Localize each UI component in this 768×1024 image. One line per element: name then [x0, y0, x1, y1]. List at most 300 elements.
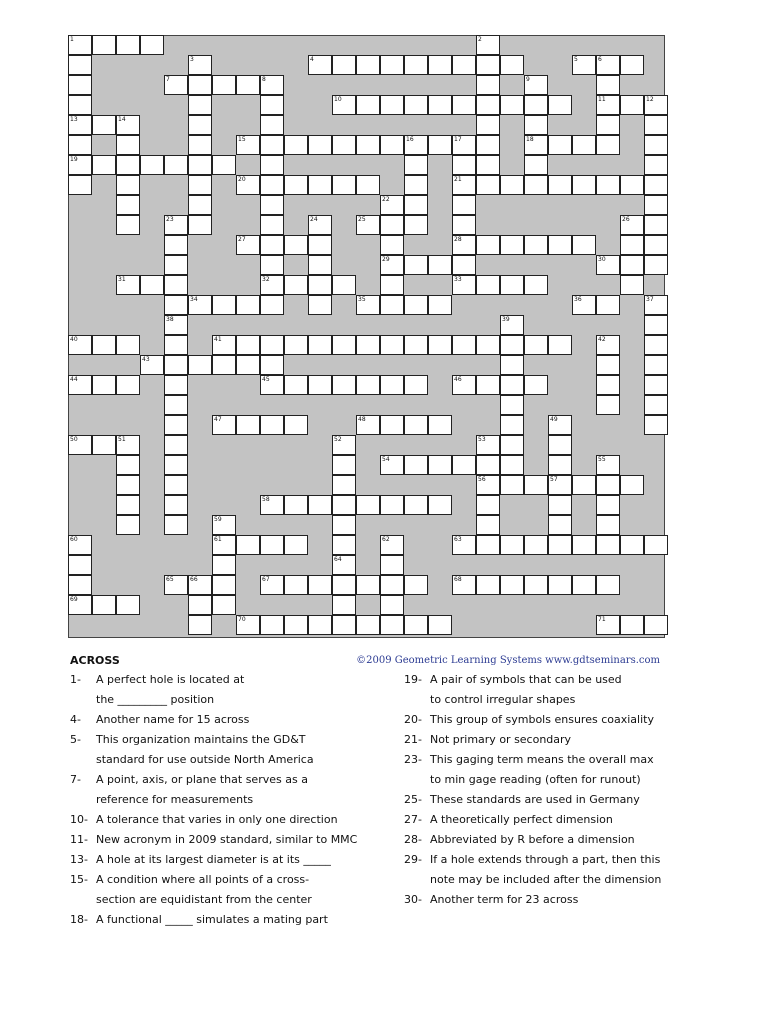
grid-cell[interactable]: [164, 235, 188, 255]
grid-cell[interactable]: [116, 155, 140, 175]
grid-cell[interactable]: [260, 175, 284, 195]
grid-cell[interactable]: [548, 495, 572, 515]
grid-cell[interactable]: [452, 155, 476, 175]
grid-cell[interactable]: [380, 215, 404, 235]
grid-cell[interactable]: [452, 535, 476, 555]
grid-cell[interactable]: [524, 115, 548, 135]
grid-cell[interactable]: [452, 255, 476, 275]
grid-cell[interactable]: [476, 515, 500, 535]
grid-cell[interactable]: [596, 495, 620, 515]
grid-cell[interactable]: [116, 495, 140, 515]
grid-cell[interactable]: [332, 495, 356, 515]
grid-cell[interactable]: [500, 435, 524, 455]
grid-cell[interactable]: [500, 335, 524, 355]
grid-cell[interactable]: [404, 255, 428, 275]
grid-cell[interactable]: [524, 375, 548, 395]
grid-cell[interactable]: [116, 435, 140, 455]
grid-cell[interactable]: [212, 535, 236, 555]
grid-cell[interactable]: [380, 375, 404, 395]
grid-cell[interactable]: [356, 415, 380, 435]
grid-cell[interactable]: [620, 95, 644, 115]
grid-cell[interactable]: [308, 235, 332, 255]
grid-cell[interactable]: [92, 115, 116, 135]
grid-cell[interactable]: [524, 235, 548, 255]
grid-cell[interactable]: [284, 375, 308, 395]
grid-cell[interactable]: [404, 175, 428, 195]
grid-cell[interactable]: [284, 175, 308, 195]
grid-cell[interactable]: [644, 155, 668, 175]
grid-cell[interactable]: [500, 475, 524, 495]
grid-cell[interactable]: [548, 95, 572, 115]
grid-cell[interactable]: [68, 595, 92, 615]
grid-cell[interactable]: [596, 515, 620, 535]
grid-cell[interactable]: [644, 115, 668, 135]
grid-cell[interactable]: [212, 555, 236, 575]
grid-cell[interactable]: [596, 95, 620, 115]
grid-cell[interactable]: [452, 235, 476, 255]
grid-cell[interactable]: [68, 555, 92, 575]
grid-cell[interactable]: [476, 435, 500, 455]
grid-cell[interactable]: [332, 615, 356, 635]
grid-cell[interactable]: [476, 95, 500, 115]
grid-cell[interactable]: [524, 535, 548, 555]
grid-cell[interactable]: [164, 355, 188, 375]
grid-cell[interactable]: [332, 515, 356, 535]
grid-cell[interactable]: [644, 235, 668, 255]
grid-cell[interactable]: [548, 175, 572, 195]
grid-cell[interactable]: [428, 495, 452, 515]
grid-cell[interactable]: [284, 135, 308, 155]
grid-cell[interactable]: [164, 395, 188, 415]
grid-cell[interactable]: [428, 415, 452, 435]
grid-cell[interactable]: [644, 195, 668, 215]
grid-cell[interactable]: [620, 615, 644, 635]
grid-cell[interactable]: [164, 255, 188, 275]
grid-cell[interactable]: [212, 155, 236, 175]
grid-cell[interactable]: [380, 595, 404, 615]
grid-cell[interactable]: [644, 95, 668, 115]
grid-cell[interactable]: [260, 235, 284, 255]
grid-cell[interactable]: [596, 255, 620, 275]
grid-cell[interactable]: [188, 355, 212, 375]
grid-cell[interactable]: [236, 135, 260, 155]
grid-cell[interactable]: [620, 535, 644, 555]
grid-cell[interactable]: [620, 55, 644, 75]
grid-cell[interactable]: [524, 95, 548, 115]
grid-cell[interactable]: [356, 55, 380, 75]
grid-cell[interactable]: [284, 575, 308, 595]
grid-cell[interactable]: [116, 195, 140, 215]
grid-cell[interactable]: [404, 615, 428, 635]
grid-cell[interactable]: [404, 575, 428, 595]
grid-cell[interactable]: [308, 255, 332, 275]
grid-cell[interactable]: [380, 555, 404, 575]
grid-cell[interactable]: [284, 335, 308, 355]
grid-cell[interactable]: [260, 95, 284, 115]
grid-cell[interactable]: [380, 195, 404, 215]
grid-cell[interactable]: [188, 55, 212, 75]
grid-cell[interactable]: [476, 375, 500, 395]
grid-cell[interactable]: [404, 55, 428, 75]
grid-cell[interactable]: [260, 495, 284, 515]
grid-cell[interactable]: [140, 275, 164, 295]
grid-cell[interactable]: [476, 535, 500, 555]
grid-cell[interactable]: [644, 175, 668, 195]
grid-cell[interactable]: [644, 355, 668, 375]
grid-cell[interactable]: [500, 575, 524, 595]
grid-cell[interactable]: [476, 235, 500, 255]
grid-cell[interactable]: [260, 275, 284, 295]
grid-cell[interactable]: [500, 275, 524, 295]
grid-cell[interactable]: [524, 75, 548, 95]
grid-cell[interactable]: [476, 495, 500, 515]
grid-cell[interactable]: [476, 575, 500, 595]
grid-cell[interactable]: [260, 155, 284, 175]
grid-cell[interactable]: [116, 115, 140, 135]
grid-cell[interactable]: [500, 415, 524, 435]
grid-cell[interactable]: [212, 515, 236, 535]
grid-cell[interactable]: [236, 235, 260, 255]
grid-cell[interactable]: [404, 415, 428, 435]
grid-cell[interactable]: [188, 115, 212, 135]
grid-cell[interactable]: [428, 95, 452, 115]
grid-cell[interactable]: [308, 295, 332, 315]
grid-cell[interactable]: [188, 295, 212, 315]
grid-cell[interactable]: [356, 615, 380, 635]
grid-cell[interactable]: [116, 455, 140, 475]
grid-cell[interactable]: [308, 335, 332, 355]
grid-cell[interactable]: [164, 335, 188, 355]
grid-cell[interactable]: [332, 275, 356, 295]
grid-cell[interactable]: [524, 475, 548, 495]
grid-cell[interactable]: [68, 335, 92, 355]
grid-cell[interactable]: [524, 175, 548, 195]
grid-cell[interactable]: [476, 35, 500, 55]
grid-cell[interactable]: [260, 135, 284, 155]
grid-cell[interactable]: [68, 135, 92, 155]
grid-cell[interactable]: [500, 355, 524, 375]
grid-cell[interactable]: [68, 535, 92, 555]
grid-cell[interactable]: [188, 155, 212, 175]
grid-cell[interactable]: [428, 255, 452, 275]
grid-cell[interactable]: [284, 235, 308, 255]
grid-cell[interactable]: [68, 375, 92, 395]
grid-cell[interactable]: [380, 455, 404, 475]
grid-cell[interactable]: [236, 535, 260, 555]
grid-cell[interactable]: [212, 355, 236, 375]
grid-cell[interactable]: [476, 455, 500, 475]
grid-cell[interactable]: [428, 135, 452, 155]
grid-cell[interactable]: [260, 195, 284, 215]
grid-cell[interactable]: [644, 335, 668, 355]
grid-cell[interactable]: [188, 75, 212, 95]
grid-cell[interactable]: [308, 495, 332, 515]
grid-cell[interactable]: [236, 175, 260, 195]
grid-cell[interactable]: [164, 575, 188, 595]
grid-cell[interactable]: [356, 215, 380, 235]
grid-cell[interactable]: [68, 575, 92, 595]
grid-cell[interactable]: [332, 335, 356, 355]
grid-cell[interactable]: [404, 295, 428, 315]
grid-cell[interactable]: [548, 435, 572, 455]
grid-cell[interactable]: [212, 335, 236, 355]
grid-cell[interactable]: [356, 495, 380, 515]
grid-cell[interactable]: [404, 95, 428, 115]
grid-cell[interactable]: [164, 215, 188, 235]
grid-cell[interactable]: [236, 335, 260, 355]
grid-cell[interactable]: [596, 75, 620, 95]
grid-cell[interactable]: [596, 575, 620, 595]
grid-cell[interactable]: [332, 135, 356, 155]
grid-cell[interactable]: [260, 535, 284, 555]
grid-cell[interactable]: [332, 175, 356, 195]
grid-cell[interactable]: [404, 215, 428, 235]
grid-cell[interactable]: [68, 35, 92, 55]
grid-cell[interactable]: [116, 595, 140, 615]
grid-cell[interactable]: [332, 455, 356, 475]
grid-cell[interactable]: [164, 515, 188, 535]
grid-cell[interactable]: [140, 155, 164, 175]
grid-cell[interactable]: [428, 295, 452, 315]
grid-cell[interactable]: [572, 235, 596, 255]
grid-cell[interactable]: [164, 415, 188, 435]
grid-cell[interactable]: [476, 135, 500, 155]
grid-cell[interactable]: [332, 435, 356, 455]
grid-cell[interactable]: [452, 195, 476, 215]
grid-cell[interactable]: [380, 615, 404, 635]
grid-cell[interactable]: [284, 415, 308, 435]
grid-cell[interactable]: [260, 575, 284, 595]
grid-cell[interactable]: [356, 295, 380, 315]
grid-cell[interactable]: [596, 295, 620, 315]
grid-cell[interactable]: [404, 375, 428, 395]
grid-cell[interactable]: [596, 115, 620, 135]
grid-cell[interactable]: [116, 515, 140, 535]
grid-cell[interactable]: [500, 55, 524, 75]
grid-cell[interactable]: [68, 115, 92, 135]
grid-cell[interactable]: [596, 375, 620, 395]
grid-cell[interactable]: [260, 215, 284, 235]
grid-cell[interactable]: [68, 435, 92, 455]
grid-cell[interactable]: [380, 575, 404, 595]
grid-cell[interactable]: [524, 335, 548, 355]
grid-cell[interactable]: [284, 535, 308, 555]
grid-cell[interactable]: [548, 575, 572, 595]
grid-cell[interactable]: [572, 135, 596, 155]
grid-cell[interactable]: [476, 115, 500, 135]
grid-cell[interactable]: [644, 615, 668, 635]
grid-cell[interactable]: [572, 535, 596, 555]
grid-cell[interactable]: [92, 155, 116, 175]
grid-cell[interactable]: [452, 575, 476, 595]
grid-cell[interactable]: [116, 35, 140, 55]
grid-cell[interactable]: [188, 95, 212, 115]
grid-cell[interactable]: [476, 175, 500, 195]
grid-cell[interactable]: [332, 375, 356, 395]
grid-cell[interactable]: [620, 175, 644, 195]
grid-cell[interactable]: [164, 435, 188, 455]
grid-cell[interactable]: [596, 535, 620, 555]
grid-cell[interactable]: [644, 255, 668, 275]
grid-cell[interactable]: [596, 355, 620, 375]
grid-cell[interactable]: [380, 235, 404, 255]
grid-cell[interactable]: [380, 335, 404, 355]
grid-cell[interactable]: [428, 335, 452, 355]
grid-cell[interactable]: [404, 335, 428, 355]
grid-cell[interactable]: [620, 215, 644, 235]
grid-cell[interactable]: [452, 335, 476, 355]
grid-cell[interactable]: [164, 75, 188, 95]
grid-cell[interactable]: [356, 575, 380, 595]
grid-cell[interactable]: [596, 175, 620, 195]
grid-cell[interactable]: [188, 175, 212, 195]
grid-cell[interactable]: [284, 275, 308, 295]
grid-cell[interactable]: [452, 375, 476, 395]
grid-cell[interactable]: [260, 335, 284, 355]
grid-cell[interactable]: [212, 595, 236, 615]
grid-cell[interactable]: [356, 135, 380, 155]
grid-cell[interactable]: [596, 395, 620, 415]
grid-cell[interactable]: [548, 235, 572, 255]
grid-cell[interactable]: [116, 175, 140, 195]
grid-cell[interactable]: [68, 95, 92, 115]
grid-cell[interactable]: [572, 295, 596, 315]
grid-cell[interactable]: [212, 415, 236, 435]
grid-cell[interactable]: [596, 615, 620, 635]
grid-cell[interactable]: [596, 455, 620, 475]
grid-cell[interactable]: [188, 215, 212, 235]
grid-cell[interactable]: [260, 375, 284, 395]
grid-cell[interactable]: [380, 135, 404, 155]
grid-cell[interactable]: [500, 395, 524, 415]
grid-cell[interactable]: [92, 595, 116, 615]
grid-cell[interactable]: [452, 135, 476, 155]
grid-cell[interactable]: [308, 175, 332, 195]
grid-cell[interactable]: [572, 475, 596, 495]
grid-cell[interactable]: [260, 355, 284, 375]
grid-cell[interactable]: [380, 495, 404, 515]
grid-cell[interactable]: [164, 275, 188, 295]
grid-cell[interactable]: [188, 135, 212, 155]
grid-cell[interactable]: [572, 575, 596, 595]
grid-cell[interactable]: [620, 275, 644, 295]
grid-cell[interactable]: [644, 395, 668, 415]
grid-cell[interactable]: [500, 535, 524, 555]
grid-cell[interactable]: [116, 375, 140, 395]
grid-cell[interactable]: [212, 575, 236, 595]
grid-cell[interactable]: [380, 275, 404, 295]
grid-cell[interactable]: [644, 535, 668, 555]
grid-cell[interactable]: [116, 215, 140, 235]
grid-cell[interactable]: [644, 215, 668, 235]
grid-cell[interactable]: [116, 335, 140, 355]
grid-cell[interactable]: [188, 575, 212, 595]
grid-cell[interactable]: [260, 415, 284, 435]
grid-cell[interactable]: [524, 275, 548, 295]
grid-cell[interactable]: [476, 55, 500, 75]
grid-cell[interactable]: [260, 295, 284, 315]
grid-cell[interactable]: [524, 575, 548, 595]
grid-cell[interactable]: [500, 175, 524, 195]
grid-cell[interactable]: [572, 55, 596, 75]
grid-cell[interactable]: [404, 195, 428, 215]
grid-cell[interactable]: [356, 335, 380, 355]
grid-cell[interactable]: [308, 615, 332, 635]
grid-cell[interactable]: [356, 375, 380, 395]
grid-cell[interactable]: [476, 275, 500, 295]
grid-cell[interactable]: [620, 475, 644, 495]
grid-cell[interactable]: [188, 615, 212, 635]
grid-cell[interactable]: [452, 455, 476, 475]
grid-cell[interactable]: [188, 195, 212, 215]
grid-cell[interactable]: [236, 75, 260, 95]
grid-cell[interactable]: [164, 315, 188, 335]
grid-cell[interactable]: [356, 95, 380, 115]
grid-cell[interactable]: [380, 535, 404, 555]
grid-cell[interactable]: [620, 235, 644, 255]
grid-cell[interactable]: [476, 335, 500, 355]
grid-cell[interactable]: [476, 155, 500, 175]
grid-cell[interactable]: [428, 55, 452, 75]
grid-cell[interactable]: [596, 55, 620, 75]
grid-cell[interactable]: [404, 495, 428, 515]
grid-cell[interactable]: [140, 35, 164, 55]
grid-cell[interactable]: [284, 615, 308, 635]
grid-cell[interactable]: [92, 375, 116, 395]
grid-cell[interactable]: [308, 135, 332, 155]
grid-cell[interactable]: [164, 295, 188, 315]
grid-cell[interactable]: [644, 415, 668, 435]
grid-cell[interactable]: [68, 75, 92, 95]
grid-cell[interactable]: [644, 135, 668, 155]
grid-cell[interactable]: [380, 55, 404, 75]
grid-cell[interactable]: [284, 495, 308, 515]
grid-cell[interactable]: [332, 555, 356, 575]
grid-cell[interactable]: [380, 255, 404, 275]
grid-cell[interactable]: [164, 155, 188, 175]
grid-cell[interactable]: [524, 135, 548, 155]
grid-cell[interactable]: [452, 175, 476, 195]
grid-cell[interactable]: [164, 495, 188, 515]
grid-cell[interactable]: [428, 615, 452, 635]
grid-cell[interactable]: [164, 455, 188, 475]
grid-cell[interactable]: [596, 135, 620, 155]
grid-cell[interactable]: [644, 315, 668, 335]
grid-cell[interactable]: [260, 115, 284, 135]
grid-cell[interactable]: [236, 615, 260, 635]
grid-cell[interactable]: [404, 455, 428, 475]
grid-cell[interactable]: [620, 255, 644, 275]
grid-cell[interactable]: [524, 155, 548, 175]
grid-cell[interactable]: [332, 595, 356, 615]
grid-cell[interactable]: [260, 255, 284, 275]
grid-cell[interactable]: [428, 455, 452, 475]
grid-cell[interactable]: [356, 175, 380, 195]
grid-cell[interactable]: [332, 95, 356, 115]
grid-cell[interactable]: [308, 215, 332, 235]
grid-cell[interactable]: [500, 455, 524, 475]
grid-cell[interactable]: [476, 475, 500, 495]
grid-cell[interactable]: [548, 335, 572, 355]
grid-cell[interactable]: [644, 295, 668, 315]
grid-cell[interactable]: [188, 595, 212, 615]
grid-cell[interactable]: [308, 275, 332, 295]
grid-cell[interactable]: [308, 575, 332, 595]
grid-cell[interactable]: [452, 215, 476, 235]
grid-cell[interactable]: [68, 175, 92, 195]
grid-cell[interactable]: [548, 475, 572, 495]
grid-cell[interactable]: [68, 55, 92, 75]
